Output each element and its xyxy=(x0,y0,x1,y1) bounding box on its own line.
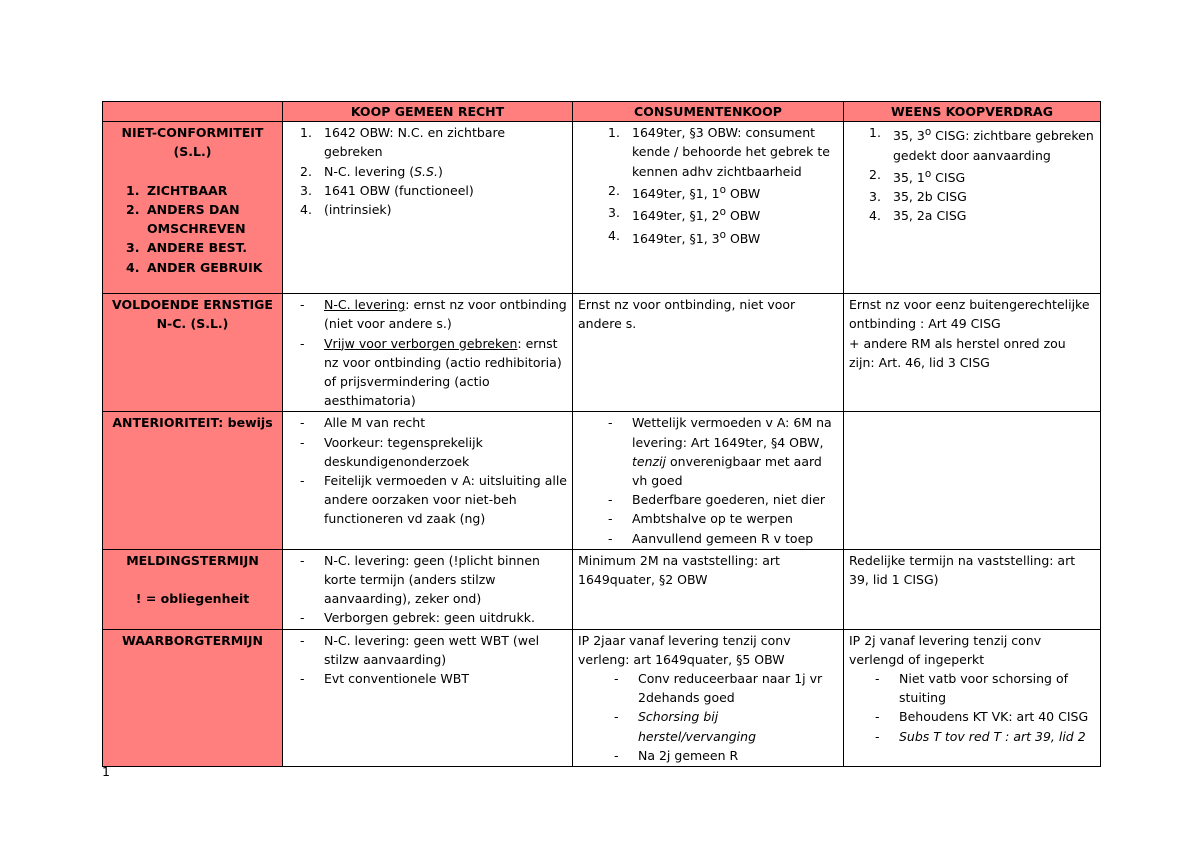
cell-nc-consument xyxy=(573,122,844,294)
list-item: 3. 1649ter, §1, 2$^o$ OBW xyxy=(608,205,761,224)
row-head-anterioriteit: ANTERIORITEIT: bewijs xyxy=(103,412,283,549)
row-head-waarborg: WAARBORGTERMIJN xyxy=(103,629,283,766)
cell-meld-weens: Redelijke termijn na vaststelling: art 39, lid 1 CISG) xyxy=(844,549,1101,629)
row-head-list xyxy=(108,181,277,277)
cell-ant-koop xyxy=(283,412,573,549)
cell-meld-koop xyxy=(283,549,573,629)
list-item: - Voorkeur: tegensprekelijk deskundigenonderzoek xyxy=(300,434,483,469)
list-item: 2. 35, 1$^o$ CISG xyxy=(869,166,966,185)
cell-ernst-koop xyxy=(283,294,573,412)
list-item: - N-C. levering: geen (!plicht binnen korte termijn (anders stilzw aanvaarding), zeker ond) xyxy=(300,552,540,607)
row-head-title: NIET-CONFORMITEIT xyxy=(121,125,264,141)
list-item: - Feitelijk vermoeden v A: uitsluiting alle andere oorzaken voor niet-beh functioneren vd zaak (ng) xyxy=(300,473,567,527)
row-head-niet-conformiteit xyxy=(103,122,283,294)
row-head-ernstige: VOLDOENDE ERNSTIGE N-C. (S.L.) xyxy=(103,294,283,412)
cell-ant-weens xyxy=(844,412,1101,549)
row-waarborg xyxy=(103,629,1101,766)
list-item: - Ambtshalve op te werpen xyxy=(608,511,793,527)
list-item: 2. ANDERS DAN OMSCHREVEN xyxy=(126,202,246,237)
list-item: - Vrijw voor verborgen gebreken: ernst nz voor ontbinding (actio redhibitoria) of prijsvermindering (actio aesthimatoria) xyxy=(300,335,562,409)
list-item: - Evt conventionele WBT xyxy=(300,671,469,687)
list-item: 2. 1649ter, §1, 1$^o$ OBW xyxy=(608,182,761,201)
list-item: 3. 35, 2b CISG xyxy=(869,189,967,205)
list-item: 2. N-C. levering (S.S.) xyxy=(300,163,443,179)
row-head-melding xyxy=(103,549,283,629)
list-item: 4. 35, 2a CISG xyxy=(869,208,967,224)
header-row xyxy=(103,102,1101,122)
cell-nc-koop xyxy=(283,122,573,294)
column-header-weens: WEENS KOOPVERDRAG xyxy=(844,102,1101,122)
comparison-table xyxy=(102,101,1101,767)
cell-nc-weens xyxy=(844,122,1101,294)
list-item: 3. 1641 OBW (functioneel) xyxy=(300,182,474,198)
column-header-koop: KOOP GEMEEN RECHT xyxy=(283,102,573,122)
list-item: - Alle M van recht xyxy=(300,415,426,431)
list-item: 1. ZICHTBAAR xyxy=(126,182,228,198)
cell-ernst-consument: Ernst nz voor ontbinding, niet voor andere s. xyxy=(573,294,844,412)
list-item: - Aanvullend gemeen R v toep xyxy=(608,530,814,546)
row-ernstige xyxy=(103,294,1101,412)
row-head-title: MELDINGSTERMIJN xyxy=(126,552,259,568)
list-item: - Bederfbare goederen, niet dier xyxy=(608,492,826,508)
list-item: - Wettelijk vermoeden v A: 6M na levering: Art 1649ter, §4 OBW, tenzij onverenigbaar met aard vh goed xyxy=(608,415,832,489)
cell-meld-consument: Minimum 2M na vaststelling: art 1649quater, §2 OBW xyxy=(573,549,844,629)
list-item: 4. (intrinsiek) xyxy=(300,202,392,218)
list-item: 3. ANDERE BEST. xyxy=(126,240,248,256)
list-item: 4. 1649ter, §1, 3$^o$ OBW xyxy=(608,227,761,246)
list-item: - Schorsing bij herstel/vervanging xyxy=(614,709,757,744)
row-head-subtitle: (S.L.) xyxy=(173,144,212,160)
list-item: - Subs T tov red T : art 39, lid 2 xyxy=(875,728,1086,744)
list-item: - Niet vatb voor schorsing of stuiting xyxy=(875,671,1069,706)
list-item: - Conv reduceerbaar naar 1j vr 2dehands goed xyxy=(614,671,823,706)
cell-wbt-koop xyxy=(283,629,573,766)
row-head-note: ! = obliegenheit xyxy=(135,591,250,607)
list-item: - N-C. levering: geen wett WBT (wel stilzw aanvaarding) xyxy=(300,632,540,667)
column-header-consumentenkoop: CONSUMENTENKOOP xyxy=(573,102,844,122)
list-item: 1. 1642 OBW: N.C. en zichtbare gebreken xyxy=(300,125,506,160)
cell-ernst-weens: Ernst nz voor eenz buitengerechtelijke ontbinding : Art 49 CISG + andere RM als herstel onred zou zijn: Art. 46, lid 3 CISG xyxy=(844,294,1101,412)
cell-wbt-weens: IP 2j vanaf levering tenzij conv verlengd of ingeperkt - Niet vatb voor schorsing of stuiting - Behoudens KT VK: art 40 CISG - Subs T tov red T : art 39, lid 2 xyxy=(844,629,1101,766)
cell-ant-consument xyxy=(573,412,844,549)
list-item: 1. 1649ter, §3 OBW: consument kende / behoorde het gebrek te kennen adhv zichtbaarheid xyxy=(608,125,830,179)
page-number: 1 xyxy=(102,764,110,779)
row-melding xyxy=(103,549,1101,629)
list-item: 4. ANDER GEBRUIK xyxy=(126,259,263,275)
corner-cell xyxy=(103,102,283,122)
row-anterioriteit xyxy=(103,412,1101,549)
list-item: - Na 2j gemeen R xyxy=(614,747,739,763)
list-item: - Behoudens KT VK: art 40 CISG xyxy=(875,709,1089,725)
list-item: - N-C. levering: ernst nz voor ontbinding (niet voor andere s.) xyxy=(300,297,567,332)
list-item: 1. 35, 3$^o$ CISG: zichtbare gebreken gedekt door aanvaarding xyxy=(869,125,1094,163)
row-niet-conformiteit xyxy=(103,122,1101,294)
cell-wbt-consument: IP 2jaar vanaf levering tenzij conv verleng: art 1649quater, §5 OBW - Conv reduceerbaar naar 1j vr 2dehands goed - Schorsing bij herstel/vervanging - Na 2j gemeen R xyxy=(573,629,844,766)
list-item: - Verborgen gebrek: geen uitdrukk. xyxy=(300,610,535,626)
